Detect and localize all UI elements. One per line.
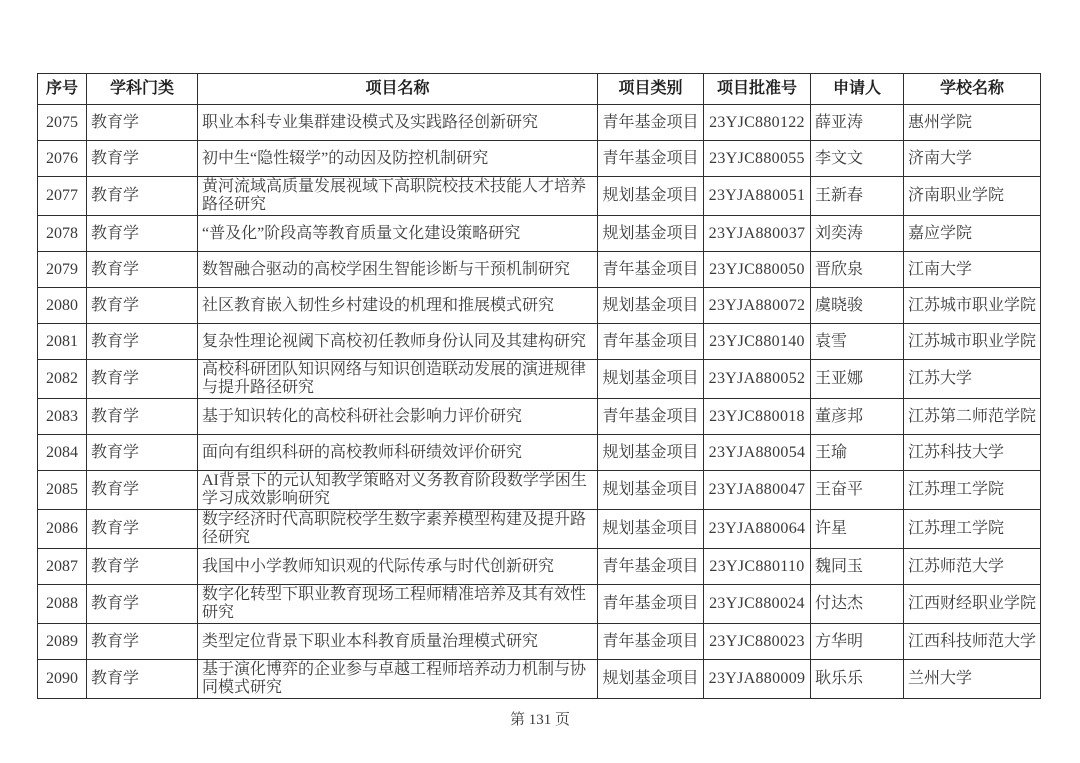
cell-grant-number: 23YJA880047 xyxy=(704,471,811,510)
column-header-applicant: 申请人 xyxy=(811,74,904,105)
cell-category: 青年基金项目 xyxy=(598,585,704,624)
cell-project-title: 数字化转型下职业教育现场工程师精准培养及其有效性研究 xyxy=(198,585,598,624)
table-row xyxy=(38,549,1041,585)
cell-grant-number: 23YJC880140 xyxy=(704,324,811,360)
table-row xyxy=(38,510,1041,549)
table-row xyxy=(38,105,1041,141)
cell-applicant: 方华明 xyxy=(811,624,904,660)
cell-grant-number: 23YJC880122 xyxy=(704,105,811,141)
cell-project-title: 高校科研团队知识网络与知识创造联动发展的演进规律与提升路径研究 xyxy=(198,360,598,399)
cell-serial-number: 2088 xyxy=(38,585,87,624)
cell-category: 青年基金项目 xyxy=(598,105,704,141)
cell-discipline: 教育学 xyxy=(87,177,198,216)
cell-category: 青年基金项目 xyxy=(598,549,704,585)
cell-applicant: 虞晓骏 xyxy=(811,288,904,324)
cell-category: 规划基金项目 xyxy=(598,435,704,471)
cell-grant-number: 23YJC880055 xyxy=(704,141,811,177)
cell-applicant: 李文文 xyxy=(811,141,904,177)
column-header-school: 学校名称 xyxy=(904,74,1041,105)
cell-applicant: 王瑜 xyxy=(811,435,904,471)
cell-grant-number: 23YJA880009 xyxy=(704,660,811,699)
cell-grant-number: 23YJA880051 xyxy=(704,177,811,216)
cell-school-name: 兰州大学 xyxy=(904,660,1041,699)
cell-serial-number: 2082 xyxy=(38,360,87,399)
cell-project-title: 我国中小学教师知识观的代际传承与时代创新研究 xyxy=(198,549,598,585)
cell-school-name: 济南职业学院 xyxy=(904,177,1041,216)
cell-category: 规划基金项目 xyxy=(598,360,704,399)
cell-school-name: 江苏理工学院 xyxy=(904,471,1041,510)
table-row xyxy=(38,252,1041,288)
cell-project-title: 黄河流域高质量发展视域下高职院校技术技能人才培养路径研究 xyxy=(198,177,598,216)
table-row xyxy=(38,324,1041,360)
table-row xyxy=(38,141,1041,177)
table-row xyxy=(38,360,1041,399)
cell-category: 规划基金项目 xyxy=(598,510,704,549)
table-header-row xyxy=(38,74,1041,105)
cell-project-title: 初中生“隐性辍学”的动因及防控机制研究 xyxy=(198,141,598,177)
cell-serial-number: 2085 xyxy=(38,471,87,510)
table-row xyxy=(38,399,1041,435)
cell-category: 规划基金项目 xyxy=(598,471,704,510)
cell-discipline: 教育学 xyxy=(87,252,198,288)
page-number: 第 131 页 xyxy=(509,712,570,728)
cell-discipline: 教育学 xyxy=(87,660,198,699)
cell-applicant: 董彦邦 xyxy=(811,399,904,435)
cell-discipline: 教育学 xyxy=(87,549,198,585)
cell-category: 规划基金项目 xyxy=(598,660,704,699)
cell-serial-number: 2087 xyxy=(38,549,87,585)
cell-applicant: 刘奕涛 xyxy=(811,216,904,252)
cell-discipline: 教育学 xyxy=(87,105,198,141)
cell-school-name: 江西科技师范大学 xyxy=(904,624,1041,660)
cell-project-title: 类型定位背景下职业本科教育质量治理模式研究 xyxy=(198,624,598,660)
cell-school-name: 江苏师范大学 xyxy=(904,549,1041,585)
cell-category: 青年基金项目 xyxy=(598,324,704,360)
cell-discipline: 教育学 xyxy=(87,510,198,549)
cell-category: 规划基金项目 xyxy=(598,216,704,252)
cell-serial-number: 2075 xyxy=(38,105,87,141)
cell-project-title: 基于演化博弈的企业参与卓越工程师培养动力机制与协同模式研究 xyxy=(198,660,598,699)
cell-category: 规划基金项目 xyxy=(598,288,704,324)
cell-applicant: 魏同玉 xyxy=(811,549,904,585)
cell-grant-number: 23YJA880054 xyxy=(704,435,811,471)
cell-grant-number: 23YJA880064 xyxy=(704,510,811,549)
cell-grant-number: 23YJA880052 xyxy=(704,360,811,399)
cell-serial-number: 2078 xyxy=(38,216,87,252)
column-header-project-name: 项目名称 xyxy=(198,74,598,105)
table-row xyxy=(38,216,1041,252)
column-header-discipline: 学科门类 xyxy=(87,74,198,105)
cell-category: 青年基金项目 xyxy=(598,252,704,288)
cell-discipline: 教育学 xyxy=(87,435,198,471)
cell-project-title: “普及化”阶段高等教育质量文化建设策略研究 xyxy=(198,216,598,252)
cell-discipline: 教育学 xyxy=(87,324,198,360)
cell-project-title: 数智融合驱动的高校学困生智能诊断与干预机制研究 xyxy=(198,252,598,288)
cell-project-title: 基于知识转化的高校科研社会影响力评价研究 xyxy=(198,399,598,435)
cell-project-title: AI背景下的元认知教学策略对义务教育阶段数学学困生学习成效影响研究 xyxy=(198,471,598,510)
cell-applicant: 王奋平 xyxy=(811,471,904,510)
cell-applicant: 袁雪 xyxy=(811,324,904,360)
table-row xyxy=(38,585,1041,624)
cell-grant-number: 23YJC880050 xyxy=(704,252,811,288)
cell-school-name: 江苏第二师范学院 xyxy=(904,399,1041,435)
cell-serial-number: 2080 xyxy=(38,288,87,324)
cell-applicant: 薛亚涛 xyxy=(811,105,904,141)
cell-discipline: 教育学 xyxy=(87,216,198,252)
cell-serial-number: 2090 xyxy=(38,660,87,699)
cell-school-name: 江南大学 xyxy=(904,252,1041,288)
cell-serial-number: 2077 xyxy=(38,177,87,216)
cell-applicant: 晋欣泉 xyxy=(811,252,904,288)
cell-applicant: 王新春 xyxy=(811,177,904,216)
cell-grant-number: 23YJC880023 xyxy=(704,624,811,660)
cell-grant-number: 23YJC880024 xyxy=(704,585,811,624)
column-header-serial: 序号 xyxy=(38,74,87,105)
cell-applicant: 王亚娜 xyxy=(811,360,904,399)
cell-grant-number: 23YJC880018 xyxy=(704,399,811,435)
table-row xyxy=(38,177,1041,216)
cell-serial-number: 2076 xyxy=(38,141,87,177)
table-row xyxy=(38,288,1041,324)
column-header-grant-number: 项目批准号 xyxy=(704,74,811,105)
cell-school-name: 江苏科技大学 xyxy=(904,435,1041,471)
cell-school-name: 惠州学院 xyxy=(904,105,1041,141)
cell-discipline: 教育学 xyxy=(87,624,198,660)
cell-school-name: 江苏大学 xyxy=(904,360,1041,399)
table-row xyxy=(38,660,1041,699)
cell-grant-number: 23YJA880072 xyxy=(704,288,811,324)
cell-grant-number: 23YJA880037 xyxy=(704,216,811,252)
cell-serial-number: 2083 xyxy=(38,399,87,435)
cell-school-name: 济南大学 xyxy=(904,141,1041,177)
cell-discipline: 教育学 xyxy=(87,471,198,510)
cell-grant-number: 23YJC880110 xyxy=(704,549,811,585)
cell-discipline: 教育学 xyxy=(87,360,198,399)
cell-serial-number: 2086 xyxy=(38,510,87,549)
cell-serial-number: 2089 xyxy=(38,624,87,660)
cell-discipline: 教育学 xyxy=(87,288,198,324)
cell-school-name: 江苏城市职业学院 xyxy=(904,324,1041,360)
cell-school-name: 嘉应学院 xyxy=(904,216,1041,252)
cell-category: 青年基金项目 xyxy=(598,624,704,660)
cell-serial-number: 2084 xyxy=(38,435,87,471)
cell-project-title: 面向有组织科研的高校教师科研绩效评价研究 xyxy=(198,435,598,471)
cell-category: 青年基金项目 xyxy=(598,141,704,177)
table-row xyxy=(38,624,1041,660)
table-body xyxy=(38,105,1041,699)
cell-project-title: 职业本科专业集群建设模式及实践路径创新研究 xyxy=(198,105,598,141)
column-header-category: 项目类别 xyxy=(598,74,704,105)
cell-discipline: 教育学 xyxy=(87,585,198,624)
cell-project-title: 社区教育嵌入韧性乡村建设的机理和推展模式研究 xyxy=(198,288,598,324)
table-row xyxy=(38,435,1041,471)
cell-serial-number: 2079 xyxy=(38,252,87,288)
cell-applicant: 耿乐乐 xyxy=(811,660,904,699)
projects-table xyxy=(37,73,1041,699)
cell-discipline: 教育学 xyxy=(87,141,198,177)
table-row xyxy=(38,471,1041,510)
cell-serial-number: 2081 xyxy=(38,324,87,360)
cell-category: 青年基金项目 xyxy=(598,399,704,435)
cell-applicant: 许星 xyxy=(811,510,904,549)
cell-school-name: 江苏理工学院 xyxy=(904,510,1041,549)
cell-school-name: 江苏城市职业学院 xyxy=(904,288,1041,324)
cell-discipline: 教育学 xyxy=(87,399,198,435)
cell-category: 规划基金项目 xyxy=(598,177,704,216)
cell-project-title: 复杂性理论视阈下高校初任教师身份认同及其建构研究 xyxy=(198,324,598,360)
cell-applicant: 付达杰 xyxy=(811,585,904,624)
cell-project-title: 数字经济时代高职院校学生数字素养模型构建及提升路径研究 xyxy=(198,510,598,549)
cell-school-name: 江西财经职业学院 xyxy=(904,585,1041,624)
